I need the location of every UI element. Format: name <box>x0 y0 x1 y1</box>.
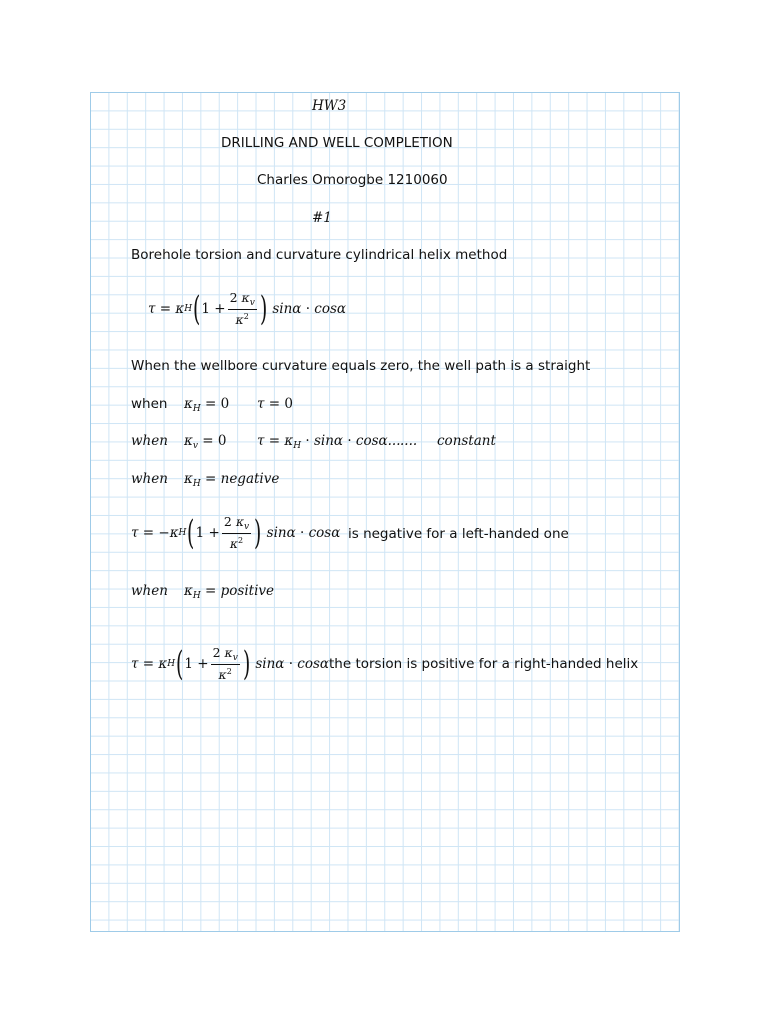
result-tau-constant: $\tau = \kappa_H \cdot \sin\alpha \cdot \cos\alpha$... <box>257 433 401 451</box>
result-tau-zero: τ = 0 <box>257 396 293 412</box>
when-label-4: when <box>131 583 168 599</box>
when-label-2: when <box>131 433 168 449</box>
right-handed-note: the torsion is positive for a right-handed helix <box>329 656 639 672</box>
grid-page <box>90 92 680 932</box>
torsion-equation-general: τ = κ H ( 1 + $\frac{2 \kappa_v}{\kappa^2}$ ) sinα · cosα <box>148 288 347 329</box>
straight-path-text: When the wellbore curvature equals zero, the well path is a straight <box>131 358 591 374</box>
when-label-3: when <box>131 471 168 487</box>
ellipsis: .... <box>400 433 418 449</box>
torsion-equation-positive: τ = κ H ( 1 + $\frac{2 \kappa_v}{\kappa^2}$ ) sinα · cosα <box>131 643 330 684</box>
homework-title: HW3 <box>312 98 347 114</box>
when-label-1: when <box>131 396 168 412</box>
constant-label: constant <box>437 433 496 449</box>
condition-kh-zero: $\kappa_H = 0$ <box>184 396 230 414</box>
course-title: DRILLING AND WELL COMPLETION <box>221 135 453 151</box>
torsion-equation-negative: τ = − κ H ( 1 + $\frac{2 \kappa_v}{\kappa^2}$ ) sinα · cosα <box>131 512 341 553</box>
left-handed-note: is negative for a left-handed one <box>348 526 569 542</box>
condition-kh-negative: $\kappa_H$ = negative <box>184 471 280 489</box>
condition-kv-zero: $\kappa_v = 0$ <box>184 433 227 451</box>
intro-text: Borehole torsion and curvature cylindrical helix method <box>131 247 508 263</box>
author-line: Charles Omorogbe 1210060 <box>257 172 448 188</box>
problem-number: #1 <box>312 210 332 226</box>
condition-kh-positive: $\kappa_H$ = positive <box>184 583 274 601</box>
